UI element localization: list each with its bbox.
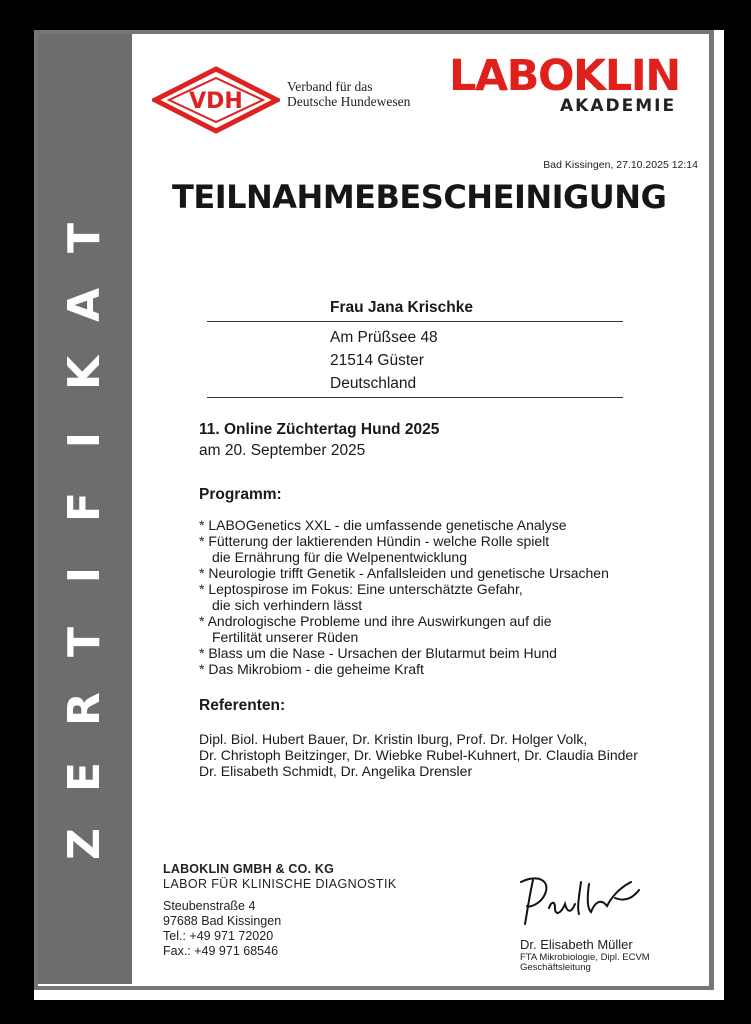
signature (515, 868, 655, 936)
recipient-divider-bottom (207, 397, 623, 398)
recipient-name: Frau Jana Krischke (330, 299, 474, 316)
speakers-list (199, 731, 638, 779)
recipient-divider-top (207, 321, 623, 322)
speakers-heading: Referenten: (199, 697, 286, 714)
program-item-continuation: die Ernährung für die Welpenentwicklung (212, 549, 468, 565)
issue-timestamp: Bad Kissingen, 27.10.2025 12:14 (543, 159, 698, 171)
signer-title-line: Geschäftsleitung (520, 962, 591, 973)
vdh-name (287, 79, 410, 109)
side-title-letter: A (59, 288, 110, 323)
company-street: Steubenstraße 4 (163, 899, 256, 913)
side-title (38, 216, 132, 866)
side-banner (38, 34, 132, 984)
company-phone: Tel.: +49 971 72020 (163, 929, 274, 943)
program-item: * Leptospirose im Fokus: Eine unterschätzte Gefahr, (199, 581, 523, 597)
program-item: * Das Mikrobiom - die geheime Kraft (199, 661, 424, 677)
laboklin-logo: LABOKLIN (449, 51, 680, 101)
signer-title (520, 953, 650, 973)
certificate-sheet (34, 30, 724, 1000)
program-item: * Andrologische Probleme und ihre Auswirkungen auf die (199, 613, 552, 629)
side-title-letter: F (59, 492, 110, 523)
vdh-name-line: Verband für das (287, 79, 373, 94)
address-line: Deutschland (330, 375, 417, 392)
program-item: * Fütterung der laktierenden Hündin - welche Rolle spielt (199, 533, 550, 549)
side-title-letter: E (59, 761, 110, 792)
speakers-line: Dr. Elisabeth Schmidt, Dr. Angelika Drensler (199, 763, 473, 779)
side-title-letter: Z (59, 828, 110, 860)
event-date: am 20. September 2025 (199, 442, 366, 459)
program-item: * Neurologie trifft Genetik - Anfallsleiden und genetische Ursachen (199, 565, 609, 581)
signer-name: Dr. Elisabeth Müller (520, 937, 633, 952)
program-item-continuation: die sich verhindern lässt (212, 597, 363, 613)
program-item-continuation: Fertilität unserer Rüden (212, 629, 359, 645)
company-fax: Fax.: +49 971 68546 (163, 944, 279, 958)
vdh-mark-text: VDH (189, 89, 243, 114)
vdh-name-line: Deutsche Hundewesen (287, 94, 411, 109)
certificate-frame (34, 30, 714, 990)
company-block (163, 862, 397, 959)
side-title-letter: I (59, 566, 110, 583)
program-item: * LABOGenetics XXL - die umfassende genetische Analyse (199, 517, 567, 533)
program-item: * Blass um die Nase - Ursachen der Blutarmut beim Hund (199, 645, 557, 661)
vdh-logo (152, 66, 280, 134)
side-title-letter: I (59, 431, 110, 449)
speakers-line: Dr. Christoph Beitzinger, Dr. Wiebke Rubel-Kuhnert, Dr. Claudia Binder (199, 747, 638, 763)
company-subtitle: LABOR FÜR KLINISCHE DIAGNOSTIK (163, 877, 397, 891)
side-title-letter: K (58, 355, 110, 390)
signer-title-line: FTA Mikrobiologie, Dipl. ECVM (520, 952, 650, 963)
address-line: 21514 Güster (330, 352, 424, 369)
address-line: Am Prüßsee 48 (330, 329, 438, 346)
speakers-line: Dipl. Biol. Hubert Bauer, Dr. Kristin Iburg, Prof. Dr. Holger Volk, (199, 731, 588, 747)
program-heading: Programm: (199, 486, 282, 503)
event-title: 11. Online Züchtertag Hund 2025 (199, 421, 440, 438)
akademie-logo-text: AKADEMIE (560, 96, 677, 116)
company-name: LABOKLIN GMBH & CO. KG (163, 862, 335, 876)
side-title-letter: T (58, 222, 110, 254)
side-title-letter: T (58, 626, 110, 657)
company-city: 97688 Bad Kissingen (163, 914, 282, 928)
side-title-letter: R (58, 692, 110, 727)
program-list (199, 517, 609, 677)
document-title: TEILNAHMEBESCHEINIGUNG (172, 178, 667, 216)
